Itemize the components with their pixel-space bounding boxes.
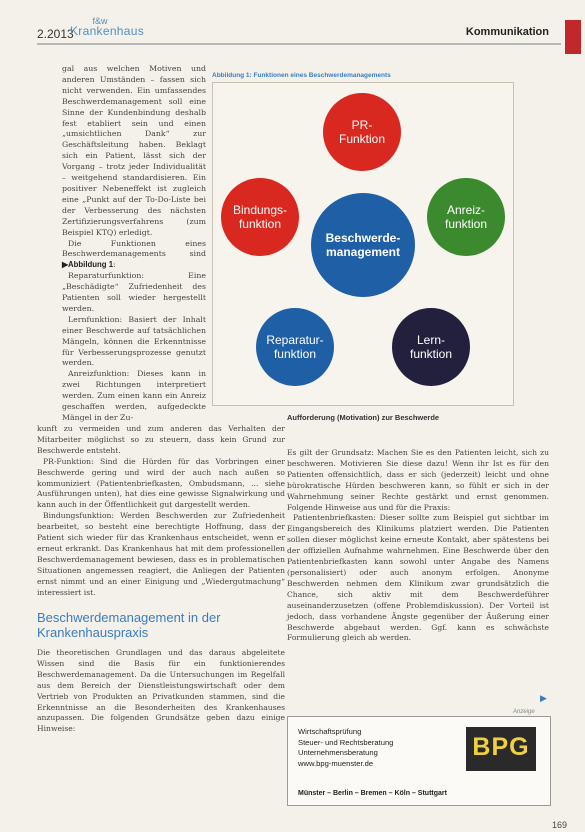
figure-1: [212, 70, 512, 410]
bpg-logo: [466, 727, 536, 771]
bubble-beschwerdemanagement: Beschwerde- management: [311, 193, 415, 297]
ad-line: Steuer- und Rechtsberatung: [298, 737, 394, 747]
paragraph: Anreizfunktion: Dieses kann in zwei Richtungen interpretiert werden. Zum einen kann ein Anreiz geschaffen werden, aufgedeckte Mängel in der Zu-: [62, 369, 206, 422]
ad-text: [298, 727, 393, 769]
paragraph: Es gilt der Grundsatz: Machen Sie es den Patienten leicht, sich zu beschweren. Motivieren Sie diese dazu! Wenn ihr Ist es für den Patienten offensichtlich, dass er sich (jederzeit) leicht und ohne bürokratische Hürden beschweren kann, so fühlt er sich in der Wahrnehmung seiner Rechte gestärkt und ernst genommen. Folgende Hinweise aus und für die Praxis:: [287, 448, 549, 512]
ad-line: Unternehmensberatung: [298, 748, 378, 758]
paragraph-text: Die Funktionen eines Beschwerdemanagements sind: [62, 238, 206, 259]
paragraph: Patientenbriefkasten: Dieser sollte zum Beispiel gut sichtbar im Eingangsbereich des Klinikums platziert werden. Die Patienten sollen dieser möglichst keine erneute Kontakt, aber spätestens bei der offiziellen Aufnahme wahrnehmen. Eine Beschwerde über den Patientenbriefkasten kann sowohl unter Angabe des Namens (personalisiert) oder auch anonym erfolgen. Anonyme Beschwerden nehmen dem Klinikum zwar grundsätzlich die Chance, sich aktiv mit dem Beschwerdeführer auseinanderzusetzen (offene Problemdiskussion). Der Vorteil ist jedoch, dass vorhandene Ängste gegenüber der Äußerung einer Beschwerde abgebaut werden. Ggf. kann es schwächste Formulierung gleich ab werden.: [287, 513, 549, 643]
paragraph: Bindungsfunktion: Werden Beschwerden zur Zufriedenheit bearbeitet, so besteht eine berechtigte Hoffnung, dass der Patient sich wieder für das Krankenhaus entscheidet, wenn er erneut erkrankt. Das Krankenhaus hat mit dem professionellen Beschwerdemanagement bewiesen, dass es in problematischen Situationen angemessen reagiert, die Anliegen der Patienten ernst nimmt und an einer Einigung und „Wiedergutmachung“ interessiert ist.: [37, 511, 285, 597]
figure-footnote: Aufforderung (Motivation) zur Beschwerde: [287, 413, 440, 422]
paragraph-text: :: [113, 260, 116, 270]
advertisement[interactable]: [287, 716, 551, 806]
bubble-lernfunktion: Lern- funktion: [392, 308, 470, 386]
ad-website-link[interactable]: www.bpg-muenster.de: [298, 758, 374, 768]
continue-arrow-icon: ▶: [540, 694, 547, 704]
bubble-anreizfunktion: Anreiz- funktion: [427, 178, 505, 256]
bpg-logo-text: BPG: [472, 733, 530, 761]
subheading: Beschwerdemanagement in der Krankenhauspraxis: [37, 610, 221, 640]
ad-label: Anzeige: [513, 709, 535, 715]
figure-reference-link[interactable]: ▶Abbildung 1: [62, 260, 114, 270]
ad-locations: Münster – Berlin – Bremen – Köln – Stuttgart: [298, 790, 447, 797]
ad-line: Wirtschaftsprüfung: [298, 727, 362, 736]
header-divider: [37, 43, 561, 45]
figure-frame: [212, 82, 514, 406]
right-column: [287, 448, 549, 644]
logo-top: f&w: [92, 16, 108, 26]
page-number: 169: [551, 820, 567, 830]
bubble-pr-funktion: PR- Funktion: [323, 93, 401, 171]
paragraph: gal aus welchen Motiven und anderen Umständen – fassen sich nicht verwenden. Ein umfassendes Beschwerdemanagement soll eine Sinne der Kundenbindung deshalb fest etabliert sein und einen „umsichtlichen Dank“ zur Geschäftsleitung haben. Beklagt sich ein Patient, lässt sich der Vorgang – trotz jeder Individualität – weitgehend standardisieren. Ein positiver Nebeneffekt ist zugleich eine „Punkt auf der To-Do-Liste bei der Verbesserung des nächsten Zertifizierungsverfahrens (zum Beispiel KTQ) erledigt.: [62, 64, 206, 237]
paragraph: kunft zu vermeiden und zum anderen das Verhalten der Mitarbeiter möglichst so zu steuern, dass kein Grund zur Beschwerde entsteht.: [37, 424, 285, 455]
paragraph: PR-Funktion: Sind die Hürden für das Vorbringen einer Beschwerde gering und wird der auch nach außen so kommuniziert (Patientenbriefkasten, Ombudsmann, ... siehe Ausführungen unten), hat dies eine gewisse Signalwirkung und kann auch in der Öffentlichkeit gut dargestellt werden.: [37, 456, 285, 510]
paragraph: [62, 239, 206, 272]
paragraph: Die theoretischen Grundlagen und das daraus abgeleitete Wissen sind die Basis für ein funktionierendes Beschwerdemanagement. Da die Untersuchungen im Regelfall aus dem Bereich der Dienstleistungswirtschaft oder dem Vertrieb von Produkten an Privatkunden stammen, sind die Erkenntnisse an die Besonderheiten des Krankenhauses anzupassen. Die folgenden Grundsätze geben dazu einige Hinweise:: [37, 648, 285, 734]
paragraph: Reparaturfunktion: Eine „Beschädigte“ Zufriedenheit des Patienten soll wieder hergestellt werden.: [62, 271, 206, 313]
journal-logo: [70, 16, 145, 38]
bubble-bindungsfunktion: Bindungs- funktion: [221, 178, 299, 256]
section-edge-tab: [565, 20, 581, 54]
figure-caption: Abbildung 1: Funktionen eines Beschwerdemanagements: [212, 72, 391, 79]
section-title: Kommunikation: [465, 26, 549, 38]
left-column: [62, 64, 206, 424]
left-body-text: [37, 424, 285, 599]
bubble-reparaturfunktion: Reparatur- funktion: [256, 308, 334, 386]
logo-main: Krankenhaus: [70, 24, 145, 38]
issue-number: 2.2013: [37, 27, 74, 41]
bottom-body-text: [37, 648, 285, 735]
paragraph: Lernfunktion: Basiert der Inhalt einer Beschwerde auf tatsächlichen Mängeln, können die Erkenntnisse für Verbesserungsprozesse genutzt werden.: [62, 314, 206, 368]
